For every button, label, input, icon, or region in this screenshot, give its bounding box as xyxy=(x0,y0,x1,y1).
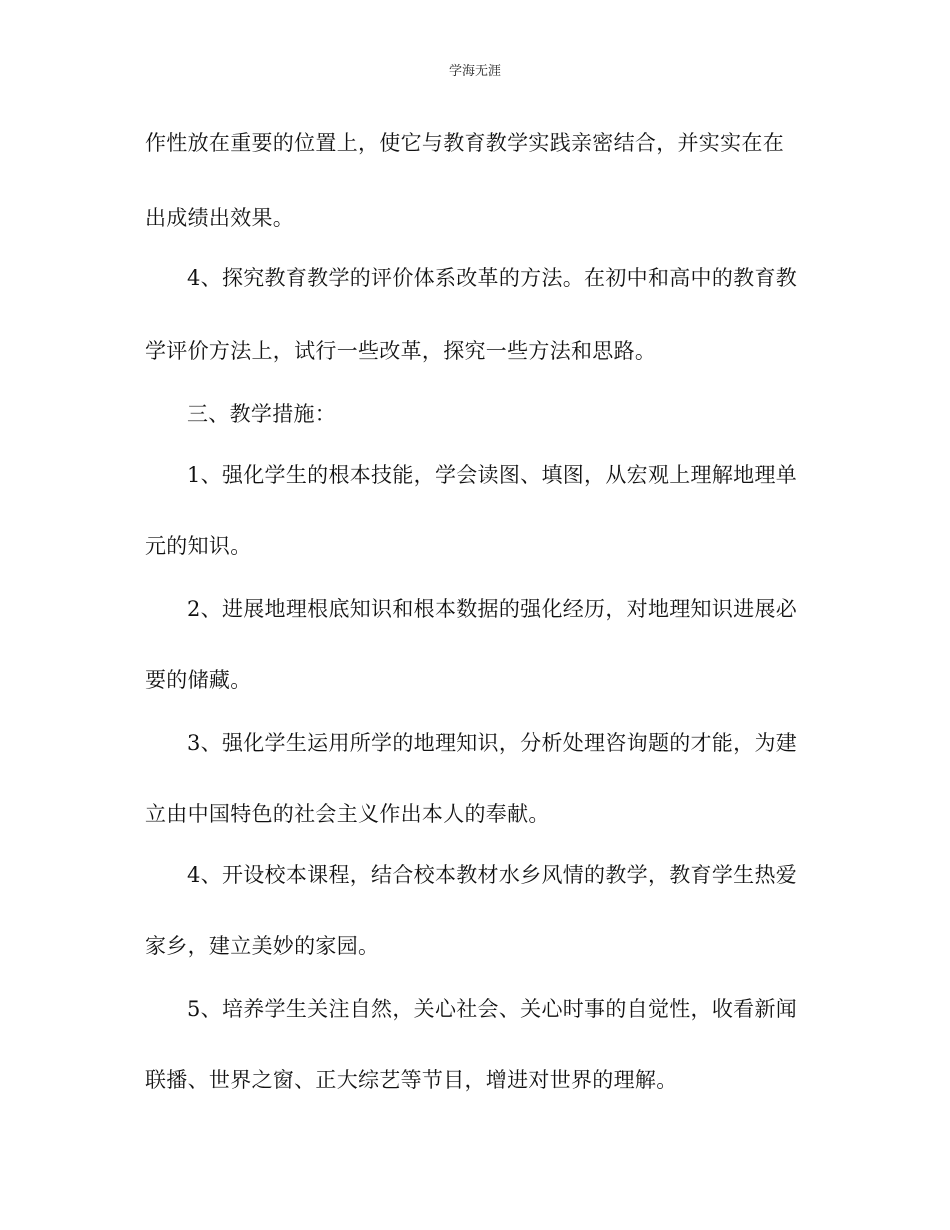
text-line: 立由中国特色的社会主义作出本人的奉献。 xyxy=(145,802,550,826)
text-line: 作性放在重要的位置上，使它与教育教学实践亲密结合，并实实在在 xyxy=(145,131,784,155)
text-line: 4、开设校本课程，结合校本教材水乡风情的教学，教育学生热爱 xyxy=(187,863,798,887)
text-line: 2、进展地理根底知识和根本数据的强化经历，对地理知识进展必 xyxy=(187,597,798,621)
text-line: 联播、世界之窗、正大综艺等节目，增进对世界的理解。 xyxy=(145,1068,678,1092)
text-line: 元的知识。 xyxy=(145,534,252,558)
text-line: 学评价方法上，试行一些改革，探究一些方法和思路。 xyxy=(145,339,657,363)
text-line: 要的储藏。 xyxy=(145,668,252,692)
page-header: 学海无涯 xyxy=(448,64,501,79)
text-line: 4、探究教育教学的评价体系改革的方法。在初中和高中的教育教 xyxy=(187,266,798,290)
text-line: 5、培养学生关注自然，关心社会、关心时事的自觉性，收看新闻 xyxy=(187,997,798,1021)
text-line: 家乡，建立美妙的家园。 xyxy=(145,934,380,958)
section-heading: 三、教学措施： xyxy=(187,402,337,426)
text-line: 3、强化学生运用所学的地理知识，分析处理咨询题的才能，为建 xyxy=(187,731,798,755)
text-line: 1、强化学生的根本技能，学会读图、填图，从宏观上理解地理单 xyxy=(187,463,798,487)
text-line: 出成绩出效果。 xyxy=(145,206,295,230)
